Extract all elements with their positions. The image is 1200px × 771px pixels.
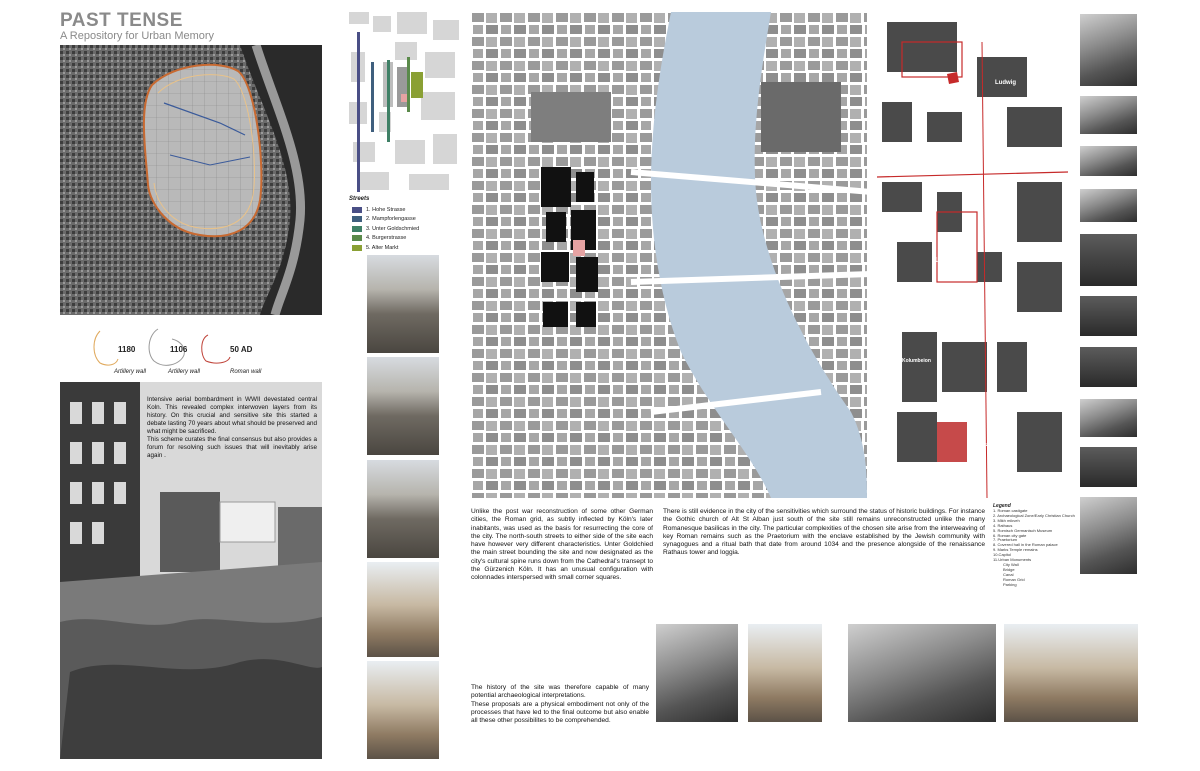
street-photo-3 [367, 460, 439, 558]
site-label-kolumbeion: Kolumbeion [902, 358, 931, 364]
site-legend-item: 5. Romisch Germanisch Museum [993, 527, 1053, 533]
archaeology-photo-3 [1080, 146, 1137, 176]
site-legend-item: City Wall [1003, 561, 1019, 567]
site-label-guerzenich: Gürzenich [977, 442, 1002, 448]
page-subtitle: A Repository for Urban Memory [60, 30, 215, 42]
site-plan-legend [993, 503, 1078, 588]
site-legend-item: 10.Capitol [993, 552, 1012, 558]
ruined-basilica-photo [848, 624, 996, 722]
street-label: 3. Unter Goldschmied [366, 225, 420, 232]
site-plan-drawing [877, 12, 1068, 498]
street-legend-item [352, 243, 462, 253]
historic-aerial-map-drawing [60, 45, 322, 315]
street-photo-1 [367, 255, 439, 353]
history-text: The history of the site was therefore capable of many potential archaeological interpretations. These proposals are a physical embodiment not only of the processes that have led to the final outcome but also enable all these other possibilites to be comprehended. [471, 684, 649, 725]
street-photo-2 [367, 357, 439, 455]
wall-label-roman: Roman wall [230, 369, 262, 375]
street-swatch [352, 207, 362, 213]
street-label: 1. Hohe Strasse [366, 206, 406, 213]
page-title: PAST TENSE [60, 10, 183, 31]
site-label-kg-guerz: KG Gürz. [945, 319, 972, 325]
site-legend-item: Parking [1003, 581, 1017, 587]
site-label-rgm: RGM [957, 92, 971, 98]
street-photo-4 [367, 562, 439, 657]
site-legend-item: 4. Rathaus [993, 522, 1013, 528]
site-legend-item: 11.Urban Monuments [993, 557, 1032, 563]
wall-year-1106: 1106 [170, 345, 188, 354]
street-legend-item [352, 224, 462, 234]
archaeology-photo-10 [1080, 497, 1137, 574]
site-legend-item: 8. Covered hall in the Roman palace [993, 542, 1058, 548]
site-legend-item: 9. Marks Temple remains [993, 547, 1038, 553]
site-label-jued: Jüd. [932, 258, 945, 264]
streets-diagram-drawing [349, 12, 459, 192]
evidence-text: There is still evidence in the city of the sensitivities which surround the status of historic buildings. For instance the Gothic church of Alt St Alban just south of the site still remains unreconstructed unlike the many Romanesque basilicas in the city. The particular complexities of the chosen site arise from the interweaving of key Roman remains such as the Praetorium with the enclave established by the Jewish community with synagogues and a ritual bath that date from around 1034 and the presence alongside of the renaissance Rathaus tower and loggia. [663, 508, 985, 557]
church-photo [748, 624, 822, 722]
site-legend-item: 1. Roman castigate [993, 508, 1028, 513]
street-legend-item [352, 234, 462, 244]
street-swatch [352, 235, 362, 241]
wall-year-50ad: 50 AD [230, 345, 253, 354]
archaeology-photo-7 [1080, 347, 1137, 387]
restored-basilica-photo [1004, 624, 1138, 722]
streets-diagram [349, 12, 459, 192]
archaeology-photo-5 [1080, 234, 1137, 286]
site-legend-item: 6. Roman city gate [993, 532, 1027, 538]
street-label: 5. Alter Markt [366, 244, 399, 251]
archaeology-photo-2 [1080, 96, 1137, 134]
postwar-text: Unlike the post war reconstruction of some other German cities, the Roman grid, as subtly inflected by Köln's later inabitants, was used as the basis for resurrecting the core of the city. The north-south streets to either side of the site each have however very different characteristics. Unter Goldchied the main street bounding the site and now designated as the city's cultural spine runs down from the Cathedral's transept to the Gürzenich Köln. It has an unusual configuration with colonnades interspersed with small corner squares. [471, 508, 653, 582]
archaeology-photo-6 [1080, 296, 1137, 336]
site-legend-item: 7. Praetorium [993, 537, 1018, 543]
street-swatch [352, 226, 362, 232]
site-legend-item: Roman Grid [1003, 576, 1025, 582]
site-label-rathaus: Rathaus [947, 274, 969, 280]
ruined-church-photo [656, 624, 738, 722]
street-legend-item [352, 215, 462, 225]
site-legend-item: 2. Archaeological Zone/Early Christian Church [993, 512, 1075, 518]
wall-label-artillery-2: Artillery wall [168, 369, 201, 375]
site-legend-item: 3. Mikh mikveh [993, 517, 1020, 523]
site-legend-title: Legend [993, 503, 1011, 509]
street-swatch [352, 216, 362, 222]
site-legend-item: Bridge [1003, 566, 1015, 572]
site-legend-item: Canal [1003, 571, 1014, 577]
wall-diagram [88, 325, 308, 380]
archaeology-photo-9 [1080, 447, 1137, 487]
site-label-philharmonie: Philharmonie [1027, 94, 1062, 100]
streets-legend [352, 205, 462, 253]
street-swatch [352, 245, 362, 251]
archaeology-photo-4 [1080, 189, 1137, 222]
intro-text: Intensive aerial bombardment in WWII devestated central Koln. This revealed complex interwoven layers from its history. On this crucial and sensitive site this started a debate lasting 70 years about what should be preserved and what might be sacrificed. This scheme curates the final consensus but also provides a forum for resolving such issues that will inevitably arise again . [147, 396, 317, 459]
site-label-praetorium: Praetorium [927, 186, 959, 192]
street-label: 2. Mampforlengasse [366, 216, 416, 223]
historic-aerial-map [60, 45, 322, 315]
site-plan-map [877, 12, 1068, 498]
site-label-ludwig: Ludwig [995, 80, 1016, 86]
city-map-drawing [471, 12, 867, 498]
archaeology-photo-1 [1080, 14, 1137, 86]
archaeology-photo-8 [1080, 399, 1137, 437]
streets-heading: Streets [349, 196, 370, 202]
street-label: 4. Burgerstrasse [366, 235, 407, 242]
street-photo-5 [367, 661, 439, 759]
wall-label-artillery-1: Artillery wall [114, 369, 147, 375]
city-figure-ground-map [471, 12, 867, 498]
wall-year-1180: 1180 [118, 345, 136, 354]
street-legend-item [352, 205, 462, 215]
